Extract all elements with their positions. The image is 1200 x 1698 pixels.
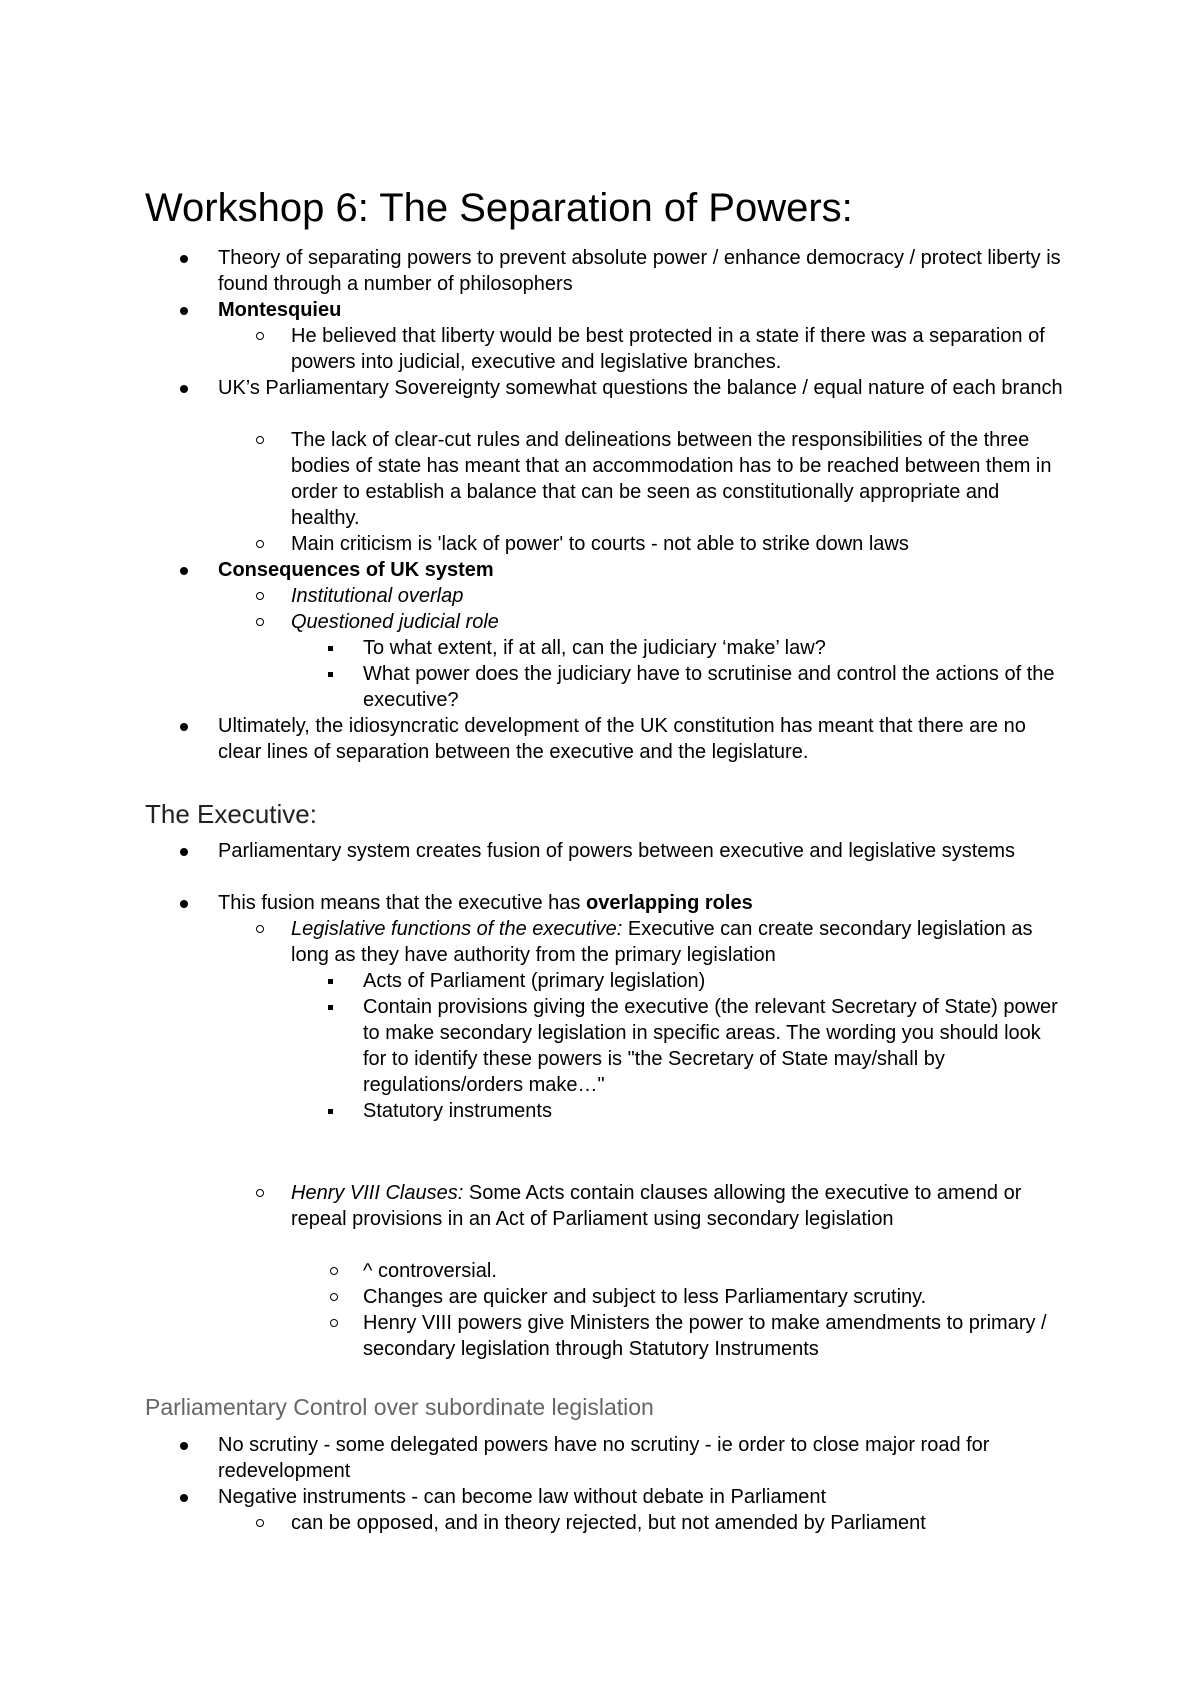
square-bullet-icon [328, 994, 333, 1020]
list-item [291, 916, 1071, 968]
list-item: To what extent, if at all, can the judiciary ‘make’ law? [363, 637, 826, 659]
page-title: Workshop 6: The Separation of Powers: [145, 186, 853, 230]
circle-bullet-icon [256, 583, 264, 609]
list-item: ^ controversial. [363, 1260, 497, 1282]
list-item: Theory of separating powers to prevent absolute power / enhance democracy / protect liberty is found through a number of philosophers [218, 247, 1061, 295]
list-item: Parliamentary system creates fusion of powers between executive and legislative systems [218, 840, 1016, 862]
bullet-icon [180, 838, 188, 864]
section-heading-executive: The Executive: [145, 799, 317, 829]
list-item: Statutory instruments [363, 1100, 552, 1122]
circle-bullet-icon [256, 531, 264, 557]
square-bullet-icon [328, 635, 333, 661]
circle-bullet-icon [256, 1510, 264, 1536]
bullet-icon [180, 713, 188, 739]
bullet-icon [180, 1484, 188, 1510]
list-item: Institutional overlap [291, 585, 464, 607]
list-item: can be opposed, and in theory rejected, but not amended by Parliament [291, 1512, 926, 1534]
circle-bullet-icon [256, 916, 264, 942]
square-bullet-icon [328, 661, 333, 687]
bullet-icon [180, 297, 188, 323]
list-item: UK’s Parliamentary Sovereignty somewhat questions the balance / equal nature of each branch [218, 377, 1063, 399]
bullet-icon [180, 1432, 188, 1458]
list-item: Changes are quicker and subject to less Parliamentary scrutiny. [363, 1286, 927, 1308]
list-item: The lack of clear-cut rules and delineations between the responsibilities of the three bodies of state has meant that an accommodation has to be reached between them in order to establish a balance that can be seen as constitutionally appropriate and healthy. [291, 429, 1052, 529]
list-item [218, 890, 1068, 916]
list-item: He believed that liberty would be best protected in a state if there was a separation of powers into judicial, executive and legislative branches. [291, 325, 1045, 373]
list-item: Main criticism is 'lack of power' to courts - not able to strike down laws [291, 533, 909, 555]
list-item: Montesquieu [218, 299, 342, 321]
list-item-label: Henry VIII Clauses: [291, 1182, 464, 1204]
list-item: Henry VIII powers give Ministers the power to make amendments to primary / secondary legislation through Statutory Instruments [363, 1312, 1047, 1360]
circle-bullet-icon [256, 1180, 264, 1206]
square-bullet-icon [328, 1098, 333, 1124]
circle-bullet-icon [330, 1258, 338, 1284]
list-item: Questioned judicial role [291, 611, 499, 633]
list-item [291, 1180, 1071, 1232]
bullet-icon [180, 375, 188, 401]
bullet-icon [180, 557, 188, 583]
square-bullet-icon [328, 968, 333, 994]
list-item: Consequences of UK system [218, 559, 494, 581]
list-item: Ultimately, the idiosyncratic development of the UK constitution has meant that there are no clear lines of separation between the executive and the legislature. [218, 715, 1026, 763]
bullet-icon [180, 890, 188, 916]
list-item-text: Some Acts contain clauses allowing the executive to amend or repeal provisions in an Act of Parliament using secondary legislation [291, 1182, 1022, 1230]
list-item: Contain provisions giving the executive (the relevant Secretary of State) power to make secondary legislation in specific areas. The wording you should look for to identify these powers is "the Secretary of State may/shall by regulations/orders make…" [363, 996, 1058, 1096]
list-item-text: This fusion means that the executive has [218, 892, 586, 914]
list-item-emphasis: overlapping roles [585, 892, 753, 914]
circle-bullet-icon [330, 1310, 338, 1336]
circle-bullet-icon [330, 1284, 338, 1310]
bullet-icon [180, 245, 188, 271]
list-item: Acts of Parliament (primary legislation) [363, 970, 706, 992]
list-item: What power does the judiciary have to scrutinise and control the actions of the executive? [363, 663, 1055, 711]
circle-bullet-icon [256, 427, 264, 453]
list-item: No scrutiny - some delegated powers have no scrutiny - ie order to close major road for redevelopment [218, 1434, 990, 1482]
section-heading-control: Parliamentary Control over subordinate legislation [145, 1394, 654, 1420]
list-item: Negative instruments - can become law without debate in Parliament [218, 1486, 827, 1508]
list-item-text: Executive can create secondary legislation as long as they have authority from the primary legislation [291, 918, 1033, 966]
list-item-label: Legislative functions of the executive: [291, 918, 623, 940]
circle-bullet-icon [256, 323, 264, 349]
circle-bullet-icon [256, 609, 264, 635]
